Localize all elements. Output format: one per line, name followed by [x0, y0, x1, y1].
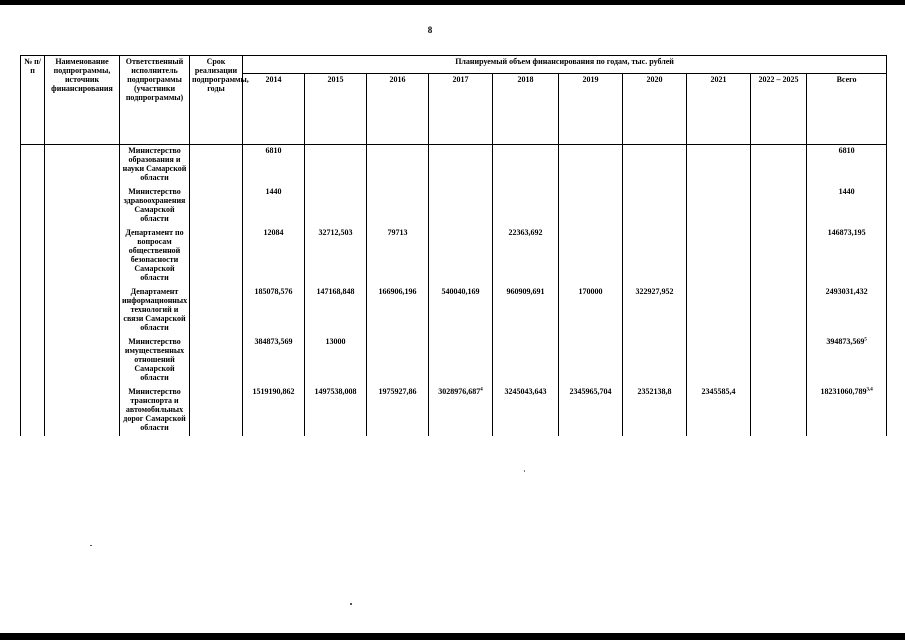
value-cell [559, 186, 623, 227]
value-cell [623, 145, 687, 187]
total-cell [807, 386, 887, 436]
value-cell [751, 186, 807, 227]
total-cell: 146873,195 [807, 227, 887, 286]
value-cell [687, 286, 751, 336]
table-row [21, 186, 887, 227]
value-cell: 2352138,8 [623, 386, 687, 436]
value-cell: 22363,692 [493, 227, 559, 286]
value-cell: 960909,691 [493, 286, 559, 336]
value-cell [687, 336, 751, 386]
total-value: 394873,569 [826, 337, 865, 346]
value-cell: 185078,576 [243, 286, 305, 336]
value-cell [751, 286, 807, 336]
header-year: 2016 [367, 74, 429, 145]
value-cell [305, 145, 367, 187]
responsible-cell: Министерство образования и науки Самарской области [120, 145, 190, 187]
value-cell [623, 227, 687, 286]
table-row [21, 386, 887, 436]
financing-table [20, 55, 887, 436]
scan-speck [350, 603, 352, 605]
responsible-cell: Департамент по вопросам общественной безопасности Самарской области [120, 227, 190, 286]
header-planned: Планируемый объем финансирования по годам, тыс. рублей [243, 56, 887, 74]
total-cell: 6810 [807, 145, 887, 187]
table-row [21, 286, 887, 336]
value-cell [559, 145, 623, 187]
value-cell: 166906,196 [367, 286, 429, 336]
value-cell: 79713 [367, 227, 429, 286]
value-cell: 322927,952 [623, 286, 687, 336]
header-year: 2018 [493, 74, 559, 145]
responsible-cell: Министерство имущественных отношений Самарской области [120, 336, 190, 386]
footnote-mark: 3,4 [866, 387, 873, 393]
value-cell [687, 186, 751, 227]
value-cell: 1497538,008 [305, 386, 367, 436]
value-cell [559, 336, 623, 386]
value-cell: 32712,503 [305, 227, 367, 286]
value-cell [429, 186, 493, 227]
value-cell [367, 145, 429, 187]
total-cell [807, 336, 887, 386]
value-cell: 540040,169 [429, 286, 493, 336]
header-year: 2020 [623, 74, 687, 145]
value-cell [493, 336, 559, 386]
value-cell: 2345585,4 [687, 386, 751, 436]
header-year: 2022 – 2025 [751, 74, 807, 145]
scan-border-bottom [0, 633, 905, 640]
value-cell: 1519190,862 [243, 386, 305, 436]
value-cell [687, 227, 751, 286]
value-cell [429, 145, 493, 187]
value-cell [751, 336, 807, 386]
value-cell [429, 336, 493, 386]
responsible-cell: Министерство транспорта и автомобильных дорог Самарской области [120, 386, 190, 436]
value-cell: 12084 [243, 227, 305, 286]
value-cell [367, 186, 429, 227]
table-row [21, 145, 887, 187]
value-cell: 1440 [243, 186, 305, 227]
header-year: 2021 [687, 74, 751, 145]
table-row [21, 227, 887, 286]
value-cell [559, 227, 623, 286]
page-number: 8 [427, 25, 433, 35]
total-value: 18231060,789 [820, 387, 867, 396]
value-cell [623, 336, 687, 386]
value-cell [687, 145, 751, 187]
value-cell: 6810 [243, 145, 305, 187]
value-cell [429, 227, 493, 286]
scan-border-top [0, 0, 905, 5]
responsible-cell: Департамент информационных технологий и связи Самарской области [120, 286, 190, 336]
header-name: Наименование подпрограммы, источник финансирования [45, 56, 120, 145]
value-cell [429, 386, 493, 436]
footnote-mark: 4 [480, 387, 483, 393]
total-cell: 2493031,432 [807, 286, 887, 336]
header-num: № п/п [21, 56, 45, 145]
value-cell: 2345965,704 [559, 386, 623, 436]
scan-speck [90, 545, 92, 546]
value-cell: 147168,848 [305, 286, 367, 336]
value-cell [493, 145, 559, 187]
header-year: 2017 [429, 74, 493, 145]
value-cell: 3245043,643 [493, 386, 559, 436]
value-cell [493, 186, 559, 227]
header-total: Всего [807, 74, 887, 145]
value-cell: 170000 [559, 286, 623, 336]
table-row [21, 336, 887, 386]
value-text: 3028976,687 [438, 387, 481, 396]
value-cell [751, 145, 807, 187]
total-cell: 1440 [807, 186, 887, 227]
value-cell [305, 186, 367, 227]
footnote-mark: 5 [864, 337, 867, 343]
header-responsible: Ответственный исполнитель подпрограммы (участники подпрограммы) [120, 56, 190, 145]
header-year: 2014 [243, 74, 305, 145]
value-cell [751, 227, 807, 286]
scan-speck [524, 470, 525, 472]
value-cell: 384873,569 [243, 336, 305, 386]
responsible-cell: Министерство здравоохранения Самарской области [120, 186, 190, 227]
header-term: Срок реализации подпрограммы, годы [190, 56, 243, 145]
header-year: 2019 [559, 74, 623, 145]
value-cell [367, 336, 429, 386]
value-cell: 1975927,86 [367, 386, 429, 436]
value-cell [623, 186, 687, 227]
header-row-top [21, 56, 887, 74]
header-year: 2015 [305, 74, 367, 145]
value-cell [751, 386, 807, 436]
value-cell: 13000 [305, 336, 367, 386]
